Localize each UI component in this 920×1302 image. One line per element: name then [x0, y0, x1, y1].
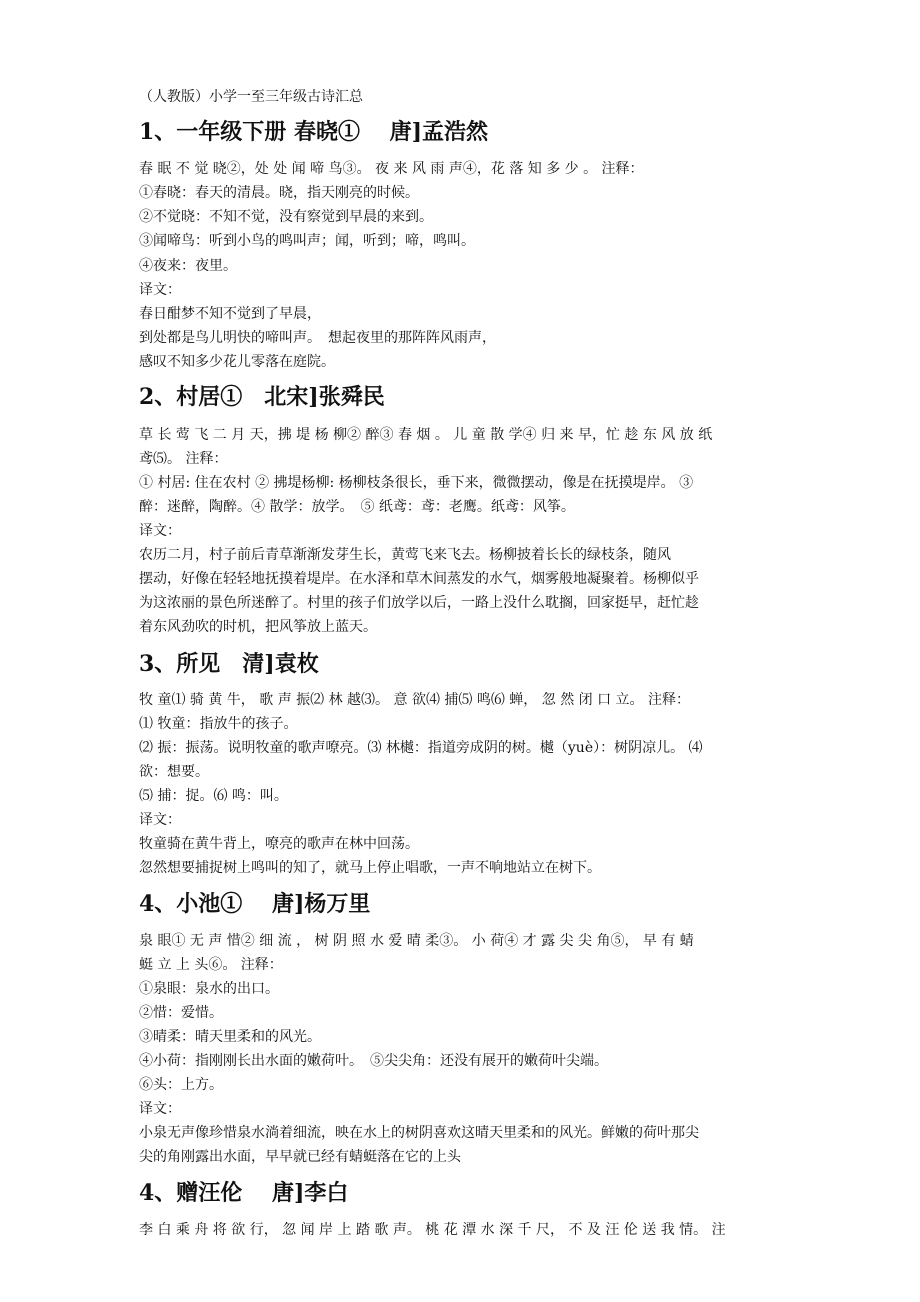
poem-line: 蜓 立 上 头⑥。 注释： — [139, 957, 283, 973]
note-line: ④小荷：指刚刚长出水面的嫩荷叶。 ⑤尖尖角：还没有展开的嫩荷叶尖端。 — [139, 1053, 608, 1069]
poem-line: 鸢⑸。 注释： — [139, 451, 228, 467]
section-title-1: 1、一年级下册 春晓① 唐]孟浩然 — [139, 119, 489, 145]
translation-line: 农历二月，村子前后青草渐渐发芽生长，黄莺飞来飞去。杨柳披着长长的绿枝条，随风 — [139, 547, 671, 563]
translation-label: 译文： — [139, 523, 181, 539]
section-title-4: 4、小池① 唐]杨万里 — [139, 891, 371, 917]
translation-line: 春日酣梦不知不觉到了早晨， — [139, 306, 321, 322]
note-line: ①春晓：春天的清晨。晓，指天刚亮的时候。 — [139, 185, 419, 201]
section-title-2: 2、村居① 北宋]张舜民 — [139, 384, 385, 410]
note-line: ③闻啼鸟：听到小鸟的鸣叫声；闻，听到；啼，鸣叫。 — [139, 233, 475, 249]
note-line: ⑸ 捕：捉。⑹ 鸣：叫。 — [139, 788, 288, 804]
translation-line: 小泉无声像珍惜泉水淌着细流，映在水上的树阴喜欢这晴天里柔和的风光。鲜嫩的荷叶那尖 — [139, 1125, 699, 1141]
translation-line: 尖的角刚露出水面，早早就已经有蜻蜓落在它的上头 — [139, 1149, 461, 1165]
translation-label: 译文： — [139, 812, 181, 828]
note-line: 醉：迷醉，陶醉。④ 散学：放学。 ⑤ 纸鸢：鸢：老鹰。纸鸢：风筝。 — [139, 499, 575, 515]
translation-line: 到处都是鸟儿明快的啼叫声。 想起夜里的那阵阵风雨声， — [139, 330, 496, 346]
poem-line: 春 眠 不 觉 晓②，处 处 闻 啼 鸟③。 夜 来 风 雨 声④，花 落 知 多 少 。 注释： — [139, 161, 644, 177]
note-line: ⑥头：上方。 — [139, 1077, 223, 1093]
note-line: ①泉眼：泉水的出口。 — [139, 981, 279, 997]
note-line: ⑴ 牧童：指放牛的孩子。 — [139, 716, 298, 732]
poem-line: 李 白 乘 舟 将 欲 行， 忽 闻 岸 上 踏 歌 声。 桃 花 潭 水 深 千 尺， 不 及 汪 伦 送 我 情。 注 — [139, 1222, 726, 1238]
note-line: 欲：想要。 — [139, 764, 209, 780]
translation-line: 为这浓丽的景色所迷醉了。村里的孩子们放学以后，一路上没什么耽搁，回家挺早，赶忙趁 — [139, 595, 699, 611]
note-line: ④夜来：夜里。 — [139, 258, 237, 274]
translation-label: 译文： — [139, 282, 181, 298]
document-header: （人教版）小学一至三年级古诗汇总 — [139, 89, 363, 105]
note-line: ②不觉晓：不知不觉，没有察觉到早晨的来到。 — [139, 209, 433, 225]
poem-line: 牧 童⑴ 骑 黄 牛， 歌 声 振⑵ 林 越⑶。 意 欲⑷ 捕⑸ 鸣⑹ 蝉， 忽 然 闭 口 立。 注释： — [139, 692, 691, 708]
section-title-3: 3、所见 清]袁枚 — [139, 651, 319, 677]
translation-line: 摆动，好像在轻轻地抚摸着堤岸。在水泽和草木间蒸发的水气，烟雾般地凝聚着。杨柳似乎 — [139, 571, 699, 587]
translation-line: 着东风劲吹的时机，把风筝放上蓝天。 — [139, 619, 377, 635]
note-line: ① 村居: 住在农村 ② 拂堤杨柳: 杨柳枝条很长，垂下来，微微摆动，像是在抚摸堤岸。 ③ — [139, 475, 694, 491]
poem-line: 草 长 莺 飞 二 月 天，拂 堤 杨 柳② 醉③ 春 烟 。 儿 童 散 学④ 归 来 早，忙 趁 东 风 放 纸 — [139, 427, 713, 443]
translation-label: 译文： — [139, 1101, 181, 1117]
note-line: ③晴柔：晴天里柔和的风光。 — [139, 1029, 321, 1045]
note-line: ②惜：爱惜。 — [139, 1005, 223, 1021]
note-line: ⑵ 振：振荡。说明牧童的歌声嘹亮。⑶ 林樾：指道旁成阴的树。樾（yuè）：树阴凉儿。 ⑷ — [139, 740, 703, 756]
section-title-5: 4、赠汪伦 唐]李白 — [139, 1180, 349, 1206]
poem-line: 泉 眼① 无 声 惜② 细 流 ， 树 阴 照 水 爱 晴 柔③。 小 荷④ 才 露 尖 尖 角⑤， 早 有 蜻 — [139, 933, 694, 949]
translation-line: 忽然想要捕捉树上鸣叫的知了，就马上停止唱歌，一声不响地站立在树下。 — [139, 860, 601, 876]
translation-line: 牧童骑在黄牛背上，嘹亮的歌声在林中回荡。 — [139, 836, 419, 852]
translation-line: 感叹不知多少花儿零落在庭院。 — [139, 354, 335, 370]
